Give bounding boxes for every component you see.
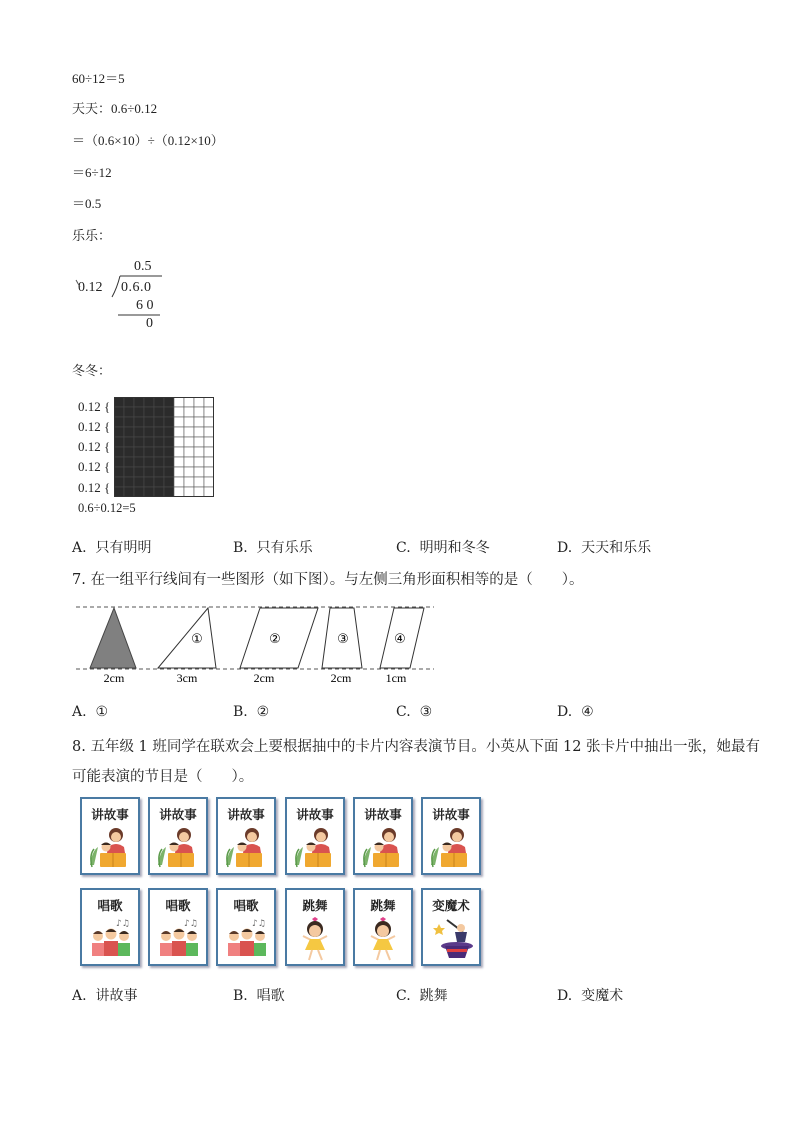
grid-cell-shaded <box>144 427 154 437</box>
grid-caption: 0.6÷0.12=5 <box>78 501 136 515</box>
grid-cell-shaded <box>114 417 124 427</box>
grid-cell <box>204 467 214 477</box>
shape-marker-3: ③ <box>337 632 349 647</box>
card-dance[interactable]: 跳舞 <box>285 888 345 966</box>
story-reading-icon <box>222 825 272 871</box>
grid-cell-shaded <box>144 407 154 417</box>
lele-label: 乐乐： <box>72 228 112 243</box>
grid-cell-shaded <box>124 417 134 427</box>
dongdong-label: 冬冬： <box>72 363 112 378</box>
grid-cell-shaded <box>164 447 174 457</box>
grid-cell <box>174 487 184 497</box>
grid-cell-shaded <box>144 477 154 487</box>
grid-cell-shaded <box>164 397 174 407</box>
hundred-grid <box>114 397 214 497</box>
grid-cell-shaded <box>124 407 134 417</box>
q6-option-d[interactable]: D. 天天和乐乐 <box>557 540 652 556</box>
grid-cell <box>204 487 214 497</box>
card-story[interactable]: 讲故事 <box>285 797 345 875</box>
base-label: 2cm <box>253 671 275 685</box>
division-bracket <box>70 270 170 320</box>
grid-cell <box>194 397 204 407</box>
grid-cell-shaded <box>114 427 124 437</box>
grid-cell <box>174 477 184 487</box>
singing-kids-icon <box>86 916 136 962</box>
story-reading-icon <box>427 825 477 871</box>
grid-cell <box>174 417 184 427</box>
grid-cell <box>194 447 204 457</box>
grid-cell <box>204 437 214 447</box>
q6-option-a[interactable]: A. 只有明明 <box>72 540 152 556</box>
grid-cell <box>174 437 184 447</box>
grid-cell-shaded <box>144 487 154 497</box>
grid-cell-shaded <box>154 427 164 437</box>
shaded-triangle <box>90 608 136 668</box>
grid-cell-shaded <box>164 477 174 487</box>
q6-option-b[interactable]: B. 只有乐乐 <box>233 540 313 556</box>
grid-cell-shaded <box>134 397 144 407</box>
grid-cell <box>184 417 194 427</box>
grid-cell-shaded <box>134 437 144 447</box>
grid-row-label: 0.12 { <box>78 399 111 414</box>
grid-cell-shaded <box>124 457 134 467</box>
shape-marker-2: ② <box>269 632 281 647</box>
dancing-girl-icon <box>291 916 341 962</box>
card-sing[interactable]: 唱歌 <box>216 888 276 966</box>
grid-cell-shaded <box>154 477 164 487</box>
card-story[interactable]: 讲故事 <box>353 797 413 875</box>
q7-figure <box>72 598 442 688</box>
story-reading-icon <box>359 825 409 871</box>
q7-option-d[interactable]: D. ④ <box>557 704 594 720</box>
grid-cell-shaded <box>134 477 144 487</box>
story-reading-icon <box>291 825 341 871</box>
dancing-girl-icon <box>359 916 409 962</box>
grid-cell <box>174 397 184 407</box>
division-divisor: 0.12 <box>78 280 103 295</box>
grid-cell-shaded <box>134 467 144 477</box>
grid-cell <box>184 397 194 407</box>
grid-cell <box>194 487 204 497</box>
grid-cell <box>174 407 184 417</box>
grid-cell-shaded <box>154 457 164 467</box>
shape-marker-1: ① <box>191 632 203 647</box>
grid-cell <box>204 427 214 437</box>
card-dance[interactable]: 跳舞 <box>353 888 413 966</box>
division-quotient: 0.5 <box>134 259 152 274</box>
grid-cell-shaded <box>164 427 174 437</box>
grid-cell <box>174 427 184 437</box>
card-magic[interactable]: 变魔术 <box>421 888 481 966</box>
grid-cell-shaded <box>134 417 144 427</box>
base-label: 2cm <box>103 671 125 685</box>
grid-cell-shaded <box>124 447 134 457</box>
base-label: 2cm <box>330 671 352 685</box>
grid-cell <box>184 447 194 457</box>
grid-cell-shaded <box>164 467 174 477</box>
grid-cell <box>204 407 214 417</box>
q7-option-a[interactable]: A. ① <box>72 704 109 720</box>
grid-cell <box>204 457 214 467</box>
calc-line-1: 60÷12＝5 <box>72 71 125 86</box>
grid-cell <box>184 457 194 467</box>
grid-cell-shaded <box>164 437 174 447</box>
grid-cell-shaded <box>154 407 164 417</box>
grid-cell-shaded <box>124 477 134 487</box>
grid-cell-shaded <box>144 397 154 407</box>
story-reading-icon <box>154 825 204 871</box>
grid-cell <box>204 447 214 457</box>
calc-line-2: 天天：0.6÷0.12 <box>72 101 158 116</box>
grid-cell <box>204 397 214 407</box>
grid-cell <box>194 417 204 427</box>
grid-cell-shaded <box>164 487 174 497</box>
grid-cell <box>184 407 194 417</box>
grid-cell-shaded <box>124 437 134 447</box>
grid-row-label: 0.12 { <box>78 480 111 495</box>
grid-cell-shaded <box>134 427 144 437</box>
grid-row-label: 0.12 { <box>78 419 111 434</box>
grid-cell <box>194 407 204 417</box>
division-product: 6 0 <box>136 298 154 313</box>
grid-cell <box>184 487 194 497</box>
grid-cell-shaded <box>134 487 144 497</box>
grid-cell <box>194 437 204 447</box>
grid-cell-shaded <box>154 417 164 427</box>
q7-option-b[interactable]: B. ② <box>233 704 270 720</box>
grid-cell-shaded <box>144 467 154 477</box>
grid-cell <box>194 467 204 477</box>
calc-line-5: ＝0.5 <box>72 196 102 211</box>
grid-cell-shaded <box>114 447 124 457</box>
grid-cell-shaded <box>114 467 124 477</box>
grid-cell-shaded <box>134 457 144 467</box>
q8-text-line2: 可能表演的节目是（ ）。 <box>72 769 254 785</box>
story-reading-icon <box>86 825 136 871</box>
grid-cell-shaded <box>124 467 134 477</box>
card-story[interactable]: 讲故事 <box>148 797 208 875</box>
grid-cell <box>184 467 194 477</box>
q8-text-line1: 8. 五年级 1 班同学在联欢会上要根据抽中的卡片内容表演节目。小英从下面 12 张卡片中抽出一张，她最有 <box>72 739 761 755</box>
grid-cell <box>194 427 204 437</box>
triangle-1 <box>158 608 216 668</box>
grid-cell <box>194 457 204 467</box>
grid-cell-shaded <box>114 457 124 467</box>
grid-cell-shaded <box>124 397 134 407</box>
grid-cell-shaded <box>124 487 134 497</box>
grid-cell-shaded <box>164 407 174 417</box>
grid-cell-shaded <box>154 487 164 497</box>
grid-cell-shaded <box>144 447 154 457</box>
division-remainder: 0 <box>146 316 153 331</box>
grid-cell-shaded <box>114 477 124 487</box>
grid-cell <box>174 457 184 467</box>
grid-cell-shaded <box>134 447 144 457</box>
grid-cell-shaded <box>164 457 174 467</box>
grid-cell-shaded <box>134 407 144 417</box>
grid-cell-shaded <box>164 417 174 427</box>
division-dividend: 0.6.0 <box>121 280 152 295</box>
base-label: 1cm <box>385 671 407 685</box>
grid-cell <box>174 447 184 457</box>
grid-row-label: 0.12 { <box>78 459 111 474</box>
grid-cell-shaded <box>124 427 134 437</box>
grid-cell-shaded <box>114 397 124 407</box>
grid-cell-shaded <box>154 467 164 477</box>
grid-cell-shaded <box>144 457 154 467</box>
singing-kids-icon <box>154 916 204 962</box>
grid-cell <box>184 477 194 487</box>
q8-option-a[interactable]: A. 讲故事 <box>72 988 138 1004</box>
grid-cell <box>184 427 194 437</box>
grid-cell-shaded <box>154 447 164 457</box>
grid-cell-shaded <box>154 397 164 407</box>
card-story[interactable]: 讲故事 <box>421 797 481 875</box>
magic-hat-icon <box>427 916 477 962</box>
grid-row-label: 0.12 { <box>78 439 111 454</box>
card-sing[interactable]: 唱歌 <box>80 888 140 966</box>
grid-cell-shaded <box>144 437 154 447</box>
q8-option-c[interactable]: C. 跳舞 <box>396 988 448 1004</box>
card-story[interactable]: 讲故事 <box>216 797 276 875</box>
calc-line-4: ＝6÷12 <box>72 165 112 180</box>
shape-marker-4: ④ <box>394 632 406 647</box>
q7-option-c[interactable]: C. ③ <box>396 704 433 720</box>
singing-kids-icon <box>222 916 272 962</box>
grid-cell-shaded <box>154 437 164 447</box>
q8-option-b[interactable]: B. 唱歌 <box>233 988 285 1004</box>
q8-option-d[interactable]: D. 变魔术 <box>557 988 624 1004</box>
card-story[interactable]: 讲故事 <box>80 797 140 875</box>
grid-cell-shaded <box>114 437 124 447</box>
calc-line-3: ＝（0.6×10）÷（0.12×10） <box>72 133 224 148</box>
grid-cell <box>194 477 204 487</box>
grid-cell <box>204 477 214 487</box>
q7-text: 7. 在一组平行线间有一些图形（如下图）。与左侧三角形面积相等的是（ ）。 <box>72 572 584 588</box>
card-sing[interactable]: 唱歌 <box>148 888 208 966</box>
q6-option-c[interactable]: C. 明明和冬冬 <box>396 540 490 556</box>
grid-cell <box>204 417 214 427</box>
grid-cell <box>174 467 184 477</box>
grid-cell <box>184 437 194 447</box>
grid-cell-shaded <box>114 407 124 417</box>
grid-cell-shaded <box>144 417 154 427</box>
grid-cell-shaded <box>114 487 124 497</box>
base-label: 3cm <box>176 671 198 685</box>
